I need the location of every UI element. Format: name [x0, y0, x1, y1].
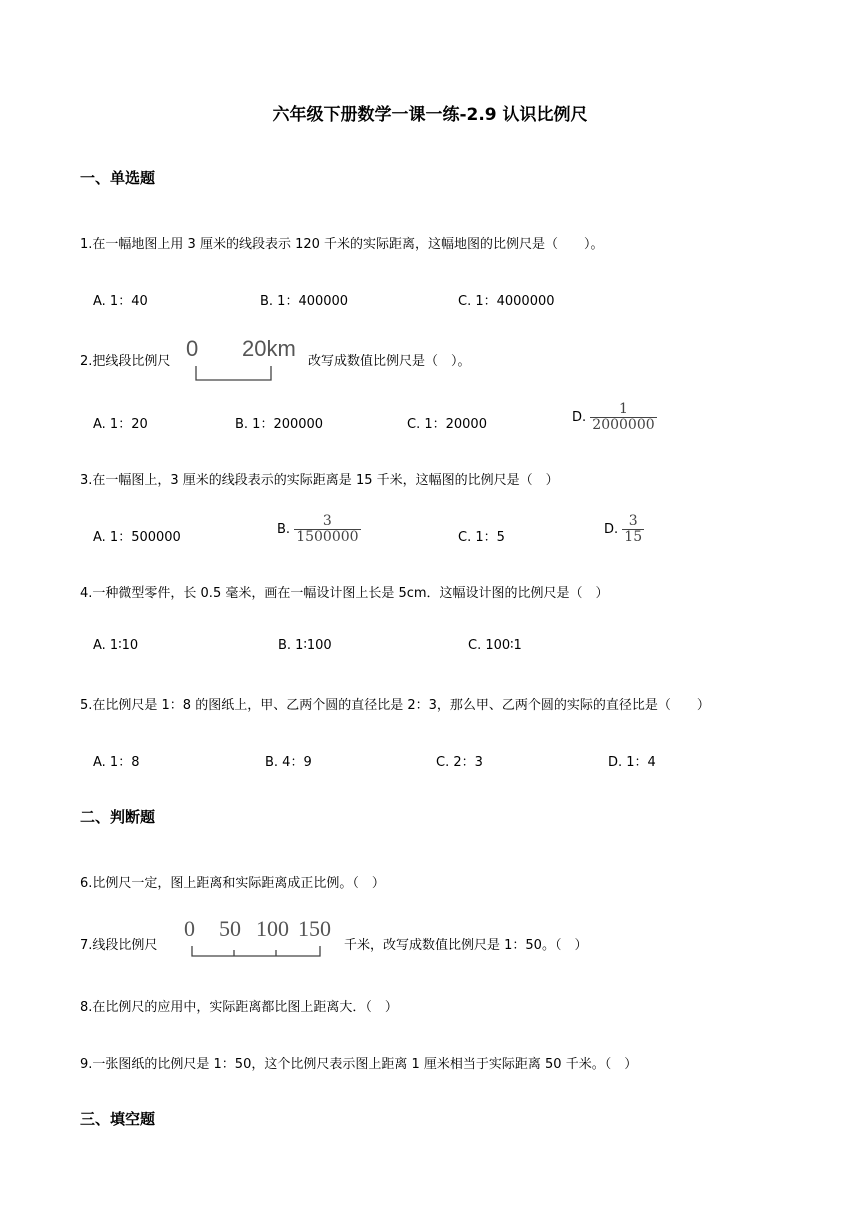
question-7-prefix: 7.线段比例尺: [80, 938, 158, 953]
q2-option-d[interactable]: [572, 402, 657, 433]
question-5-text: 5.在比例尺是 1：8 的图纸上，甲、乙两个圆的直径比是 2：3，那么甲、乙两个圆的实际的直径比是（ ）: [80, 698, 710, 713]
q2-option-d-denominator: 2000000: [592, 417, 655, 433]
q7-scale-label-50: 50: [219, 916, 241, 941]
q1-option-b[interactable]: B. 1：400000: [260, 294, 349, 309]
section-heading-fill-in: 三、填空题: [80, 1110, 156, 1128]
q3-option-d-fraction: [622, 514, 644, 545]
q7-scale-label-0: 0: [184, 916, 195, 941]
q7-scale-bar-icon: [184, 944, 340, 960]
q2-option-d-numerator: 1: [619, 401, 628, 417]
q3-option-c[interactable]: C. 1：5: [458, 530, 505, 545]
q2-line-scale: [186, 336, 306, 384]
q2-option-c[interactable]: C. 1：20000: [407, 417, 487, 432]
q5-option-d[interactable]: D. 1：4: [608, 755, 656, 770]
q2-option-d-label: D.: [572, 410, 587, 425]
q2-scale-left-label: 0: [186, 336, 199, 361]
question-9-text: 9.一张图纸的比例尺是 1：50，这个比例尺表示图上距离 1 厘米相当于实际距离 50 千米。（ ）: [80, 1057, 638, 1072]
q4-option-a[interactable]: A. 1∶10: [93, 638, 139, 653]
q7-scale-label-150: 150: [298, 916, 331, 941]
q7-scale-label-100: 100: [256, 916, 289, 941]
section-heading-single-choice: 一、单选题: [80, 169, 156, 187]
q3-option-d-numerator: 3: [628, 513, 638, 529]
page-title: 六年级下册数学一课一练-2.9 认识比例尺: [272, 105, 588, 125]
question-1-text: 1.在一幅地图上用 3 厘米的线段表示 120 千米的实际距离，这幅地图的比例尺是（ ）。: [80, 237, 604, 252]
section-heading-true-false: 二、判断题: [80, 808, 156, 826]
q2-option-b[interactable]: B. 1：200000: [235, 417, 324, 432]
question-4-text: 4.一种微型零件，长 0.5 毫米，画在一幅设计图上长是 5cm．这幅设计图的比例尺是（ ）: [80, 586, 609, 601]
q5-option-a[interactable]: A. 1：8: [93, 755, 140, 770]
question-3-text: 3.在一幅图上，3 厘米的线段表示的实际距离是 15 千米，这幅图的比例尺是（ ）: [80, 473, 559, 488]
q3-option-d-label: D.: [604, 522, 619, 537]
q3-option-d-denominator: 15: [624, 529, 643, 545]
q2-option-d-fraction: [590, 402, 656, 433]
q1-option-c[interactable]: C. 1：4000000: [458, 294, 555, 309]
question-2-prefix: 2.把线段比例尺: [80, 354, 171, 369]
q5-option-b[interactable]: B. 4：9: [265, 755, 312, 770]
q4-option-b[interactable]: B. 1∶100: [278, 638, 332, 653]
q7-line-scale: [184, 916, 340, 964]
question-2-suffix: 改写成数值比例尺是（ ）。: [308, 354, 471, 369]
question-7-suffix: 千米，改写成数值比例尺是 1：50。（ ）: [344, 938, 588, 953]
q3-option-b-label: B.: [277, 522, 291, 537]
question-6-text: 6.比例尺一定，图上距离和实际距离成正比例。（ ）: [80, 876, 385, 891]
q3-option-b-numerator: 3: [322, 513, 332, 529]
q3-option-b[interactable]: [277, 514, 361, 545]
q2-scale-bar-icon: [186, 364, 286, 384]
q3-option-d[interactable]: [604, 514, 644, 545]
q3-option-a[interactable]: A. 1：500000: [93, 530, 181, 545]
q2-scale-right-label: 20km: [242, 336, 296, 361]
q5-option-c[interactable]: C. 2：3: [436, 755, 483, 770]
q4-option-c[interactable]: C. 100∶1: [468, 638, 522, 653]
question-8-text: 8.在比例尺的应用中，实际距离都比图上距离大．（ ）: [80, 1000, 398, 1015]
q1-option-a[interactable]: A. 1：40: [93, 294, 148, 309]
q2-option-a[interactable]: A. 1：20: [93, 417, 148, 432]
q3-option-b-fraction: [294, 514, 360, 545]
q3-option-b-denominator: 1500000: [296, 529, 359, 545]
